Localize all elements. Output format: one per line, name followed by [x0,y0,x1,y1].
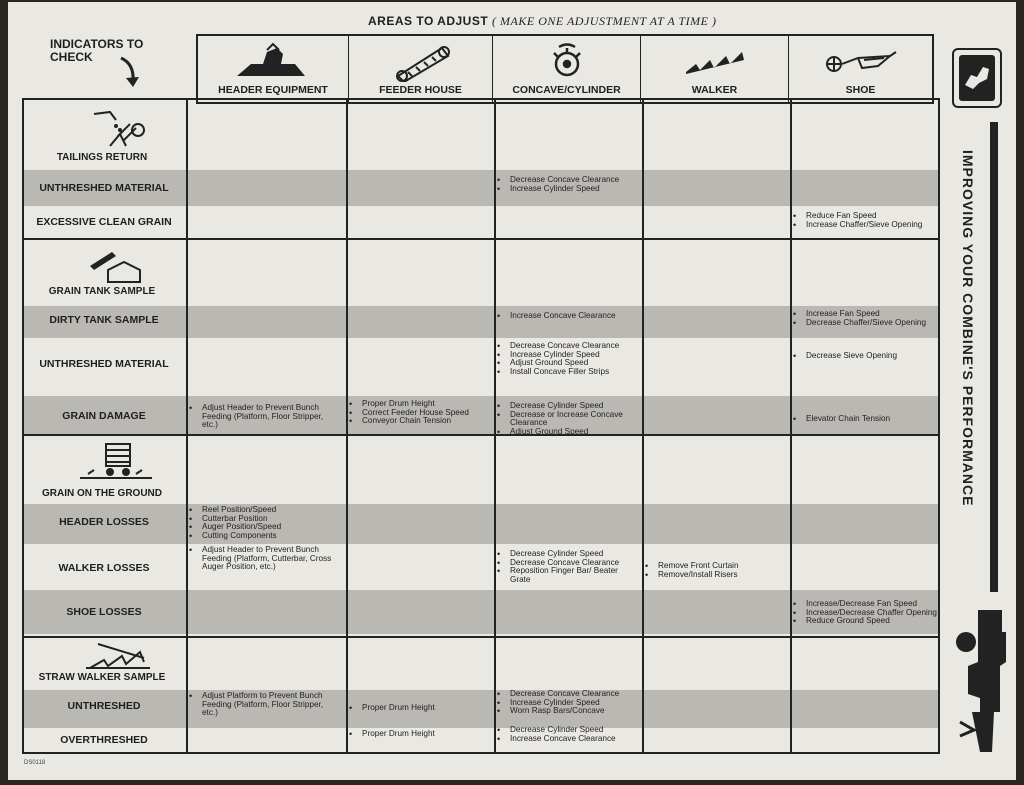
adjustment-item: • Worn Rasp Bars/Concave [496,707,636,716]
adjustment-item: • Increase Cylinder Speed [496,185,636,194]
adjustment-item: • Cutting Components [188,532,338,541]
adjustment-item: • Auger Position/Speed [188,523,338,532]
cell [792,212,936,229]
adjustment-item: • Decrease Concave Clearance [496,342,636,351]
row-label-unthreshed-material: UNTHRESHED MATERIAL [39,182,169,194]
adjustment-item: • Conveyor Chain Tension [348,417,488,426]
cell [188,404,338,430]
cell [792,600,940,626]
adjustment-item: • Decrease Cylinder Speed [496,402,636,411]
cell [348,730,488,739]
row-label-shoe-losses: SHOE LOSSES [66,606,142,618]
cell [496,550,636,584]
cell [496,312,636,321]
title-sub: ( MAKE ONE ADJUSTMENT AT A TIME ) [492,14,717,28]
adjustment-chart-sheet [8,2,1016,780]
adjustment-item: • Increase Cylinder Speed [496,699,636,708]
header-icon [198,42,348,85]
row-label-unthreshed-material: UNTHRESHED MATERIAL [39,358,169,370]
cell [792,415,936,424]
form-code: DS0118 [24,760,46,766]
cell [496,726,636,743]
adjustment-item: • Decrease Concave Clearance [496,176,636,185]
adjustment-item: • Elevator Chain Tension [792,415,936,424]
cell [792,310,936,327]
col-concave-cylinder [492,36,640,102]
adjustment-item: • Increase/Decrease Chaffer Opening [792,609,940,618]
adjustment-item: • Decrease Concave Clearance [496,559,636,568]
adjustment-item: • Decrease Concave Clearance [496,690,636,699]
adjustment-item: • Reposition Finger Bar/ Beater Grate [496,567,636,584]
adjustment-item: • Adjust Ground Speed [496,359,636,368]
cell [496,342,636,376]
adjustment-item: • Adjust Platform to Prevent Bunch Feeding (Platform, Floor Stripper, etc.) [188,692,338,718]
adjustment-item: • Reduce Ground Speed [792,617,940,626]
side-rule [990,122,998,592]
row-label-unthreshed: UNTHRESHED [67,700,141,712]
col-feeder-house [348,36,492,102]
column-divider [642,100,644,752]
concave-cylinder-icon [493,42,640,87]
column-header-row [196,34,934,104]
straw-walker-icon [80,638,156,674]
col-header-equipment [198,36,348,102]
section-divider [24,434,938,436]
adjustment-item: • Proper Drum Height [348,704,488,713]
side-title: IMPROVING YOUR COMBINE'S PERFORMANCE [960,150,976,507]
col-shoe [788,36,932,102]
adjustment-item: • Correct Feeder House Speed [348,409,488,418]
adjustment-item: • Increase Concave Clearance [496,312,636,321]
feeder-house-icon [349,42,492,87]
col-label: SHOE [845,84,876,96]
cell [188,506,338,540]
adjustment-item: • Increase Concave Clearance [496,735,636,744]
section-divider [24,238,938,240]
curved-arrow-icon [118,56,144,90]
adjustment-item: • Proper Drum Height [348,730,488,739]
column-divider [346,100,348,752]
adjustment-item: • Increase Cylinder Speed [496,351,636,360]
adjustment-item: • Adjust Header to Prevent Bunch Feeding (Platform, Floor Stripper, etc.) [188,404,338,430]
row-label-dirty-tank-sample: DIRTY TANK SAMPLE [49,314,159,326]
cell [496,402,636,436]
adjustment-item: • Increase Fan Speed [792,310,936,319]
col-label: WALKER [691,84,738,96]
walker-icon [641,42,788,83]
cell [348,400,488,426]
adjustment-item: • Decrease Sieve Opening [792,352,936,361]
col-walker [640,36,788,102]
adjustment-item: • Reduce Fan Speed [792,212,936,221]
adjustment-item: • Reel Position/Speed [188,506,338,515]
col-label: CONCAVE/CYLINDER [512,84,621,96]
adjustment-grid [22,98,940,754]
column-divider [790,100,792,752]
adjustment-item: • Remove Front Curtain [644,562,788,571]
adjustment-item: • Install Concave Filler Strips [496,368,636,377]
cell [348,704,488,713]
adjustment-item: • Adjust Ground Speed [496,428,636,437]
adjustment-item: • Cutterbar Position [188,515,338,524]
adjustment-item: • Increase Chaffer/Sieve Opening [792,221,936,230]
section-grain-on-the-ground: GRAIN ON THE GROUND [42,488,162,499]
adjustment-item: • Increase/Decrease Fan Speed [792,600,940,609]
col-label: HEADER EQUIPMENT [218,84,328,96]
side-panel [942,42,1014,782]
cell [496,176,636,193]
adjustment-item: • Decrease Cylinder Speed [496,550,636,559]
row-label-walker-losses: WALKER LOSSES [58,562,150,574]
row-label-excessive-clean-grain: EXCESSIVE CLEAN GRAIN [36,216,172,228]
john-deere-logo [952,48,1002,108]
combine-icon [950,602,1014,762]
adjustment-item: • Decrease Cylinder Speed [496,726,636,735]
col-label: FEEDER HOUSE [379,84,462,96]
grain-tank-icon [84,246,144,286]
cell [188,546,338,572]
section-grain-tank-sample: GRAIN TANK SAMPLE [48,286,156,297]
chart-title [368,14,716,29]
grain-on-ground-icon [76,438,156,484]
row-label-header-losses: HEADER LOSSES [59,516,149,528]
cell [496,690,636,716]
adjustment-item: • Remove/Install Risers [644,571,788,580]
section-divider [24,636,938,638]
cell [644,562,788,579]
indicators-label: INDICATORS TO CHECK [50,37,144,64]
row-label-grain-damage: GRAIN DAMAGE [62,410,146,422]
shoe-icon [789,42,932,83]
cell [792,352,936,361]
section-tailings-return: TAILINGS RETURN [56,152,148,163]
row-label-overthreshed: OVERTHRESHED [60,734,148,746]
tailings-return-icon [90,106,150,150]
adjustment-item: • Proper Drum Height [348,400,488,409]
adjustment-item: • Decrease Chaffer/Sieve Opening [792,319,936,328]
cell [188,692,338,718]
section-straw-walker-sample: STRAW WALKER SAMPLE [38,672,166,683]
title-main: AREAS TO ADJUST [368,14,489,28]
adjustment-item: • Decrease or Increase Concave Clearance [496,411,636,428]
adjustment-item: • Adjust Header to Prevent Bunch Feeding (Platform, Cutterbar, Cross Auger Position, etc.) [188,546,338,572]
